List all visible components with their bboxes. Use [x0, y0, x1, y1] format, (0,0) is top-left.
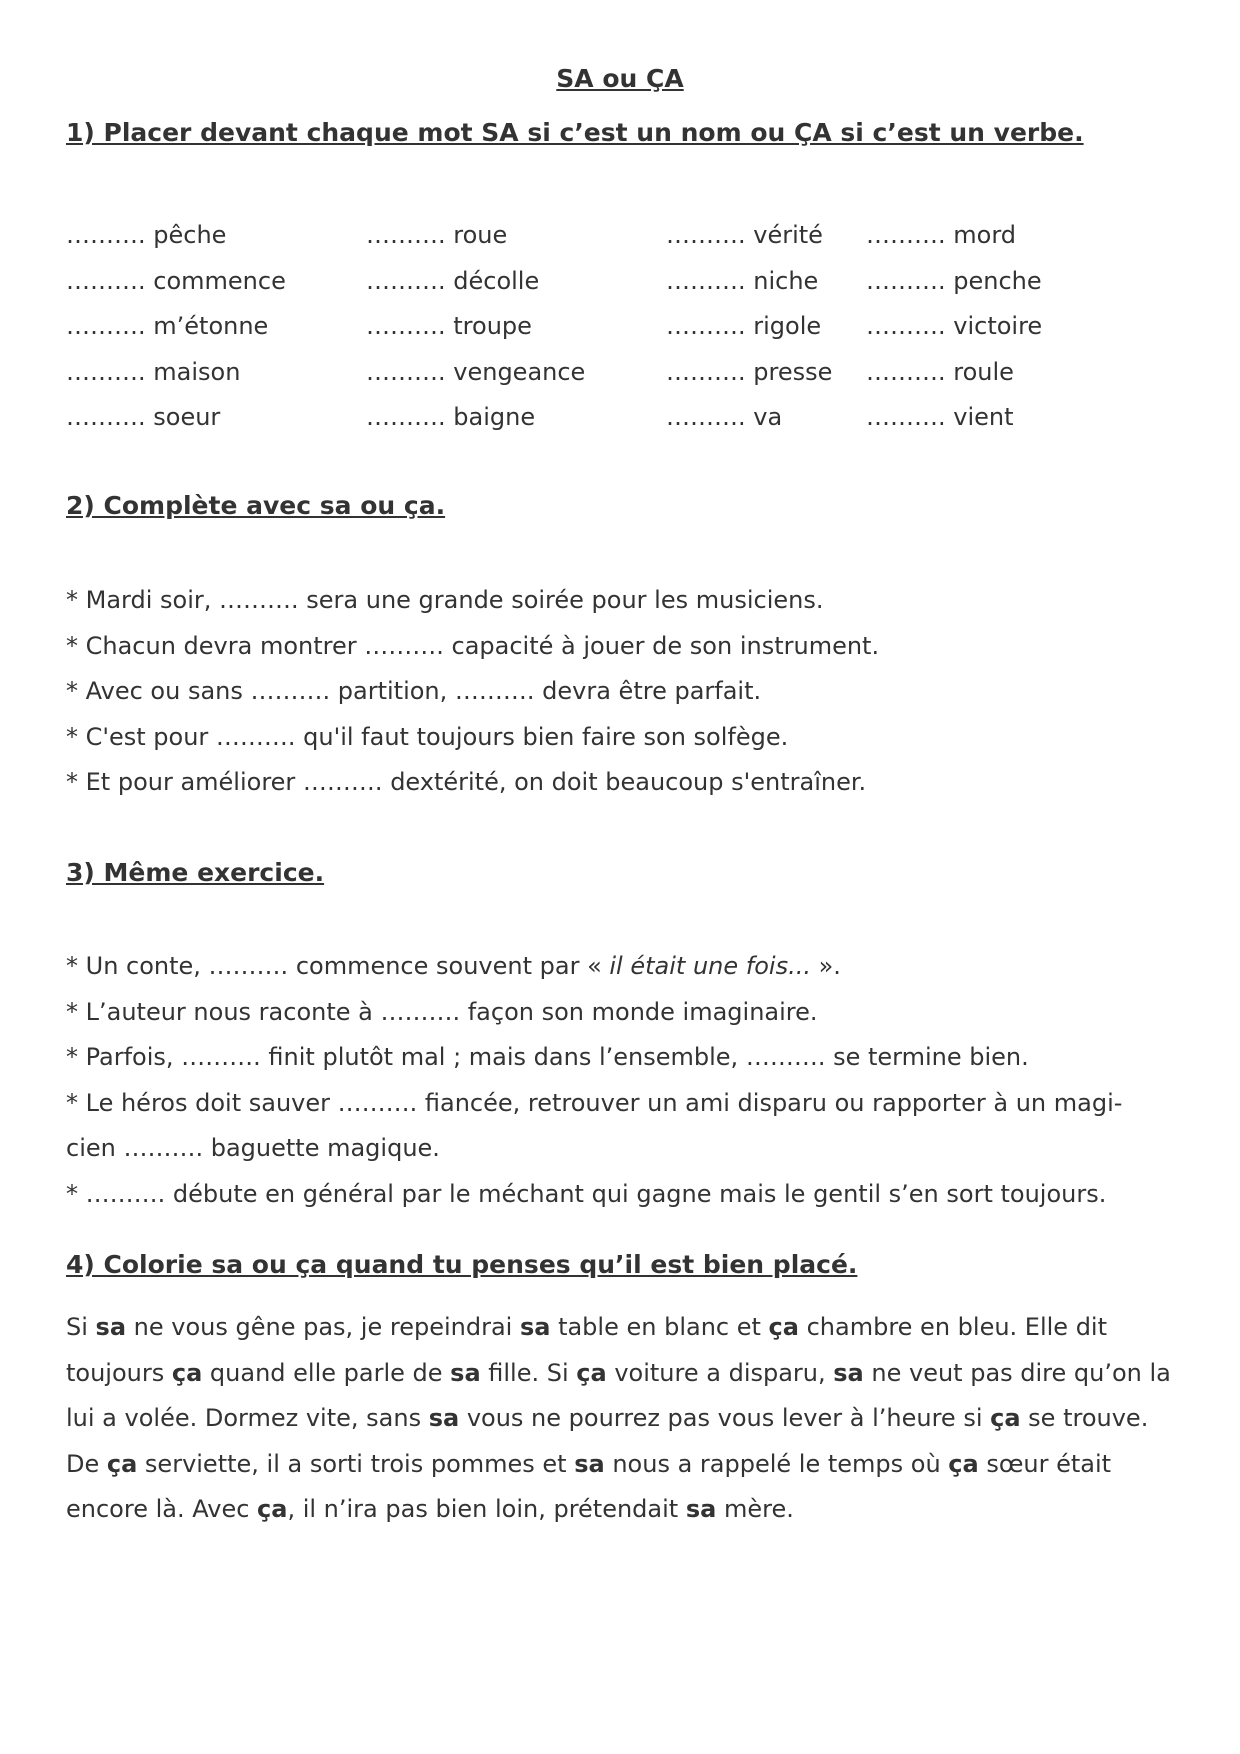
- word-item: ………. victoire: [866, 312, 1043, 340]
- sentence: * C'est pour ………. qu'il faut toujours bien faire son solfège.: [66, 722, 789, 751]
- word-item: ………. rigole: [666, 312, 822, 340]
- word-item: ………. décolle: [366, 266, 540, 295]
- sentence: [66, 944, 1186, 990]
- choice-word[interactable]: ça: [257, 1495, 288, 1523]
- sentence: * Mardi soir, ………. sera une grande soirée pour les musiciens.: [66, 586, 824, 614]
- paragraph-text: Si: [66, 1313, 96, 1341]
- paragraph-text: , il n’ira pas bien loin, prétendait: [287, 1495, 686, 1523]
- choice-word[interactable]: sa: [574, 1449, 605, 1478]
- sentence: cien ………. baguette magique.: [66, 1134, 440, 1163]
- word-column-2: [366, 213, 585, 441]
- sentence: * Le héros doit sauver ………. fiancée, retrouver un ami disparu ou rapporter à un magi-: [66, 1088, 1123, 1117]
- word-item: ………. troupe: [366, 312, 532, 340]
- word-item: ………. commence: [66, 266, 286, 295]
- choice-word[interactable]: sa: [519, 1313, 551, 1341]
- word-item: ………. soeur: [66, 403, 221, 431]
- sentence: * L’auteur nous raconte à ………. façon son monde imaginaire.: [66, 997, 818, 1026]
- paragraph-text: nous a rappelé le temps où: [604, 1449, 949, 1478]
- word-column-4: [866, 213, 1042, 441]
- paragraph-text: ne vous gêne pas, je repeindrai: [126, 1313, 520, 1341]
- word-item: ………. maison: [66, 357, 241, 386]
- choice-word[interactable]: ça: [768, 1313, 799, 1341]
- exercise-3-sentences: [66, 944, 1186, 1218]
- choice-word[interactable]: sa: [95, 1313, 127, 1341]
- word-item: ………. roule: [866, 357, 1014, 386]
- choice-word[interactable]: ça: [171, 1358, 203, 1387]
- paragraph-text: mère.: [716, 1495, 794, 1523]
- word-grid: [66, 213, 1066, 453]
- word-column-3: [666, 213, 832, 441]
- word-item: ………. vient: [866, 403, 1014, 431]
- word-item: ………. penche: [866, 266, 1042, 295]
- word-item: ………. vérité: [666, 221, 823, 249]
- word-item: ………. vengeance: [366, 357, 586, 386]
- exercise-4-paragraph: [66, 1305, 1184, 1533]
- paragraph-text: serviette, il a sorti trois pommes et: [137, 1449, 575, 1478]
- choice-word[interactable]: ça: [576, 1358, 607, 1387]
- word-item: ………. baigne: [366, 403, 536, 431]
- choice-word[interactable]: sa: [428, 1404, 460, 1432]
- sentence: * ………. débute en général par le méchant qui gagne mais le gentil s’en sort toujours.: [66, 1179, 1107, 1208]
- word-item: ………. va: [666, 403, 783, 431]
- paragraph-text: sœur était encore là. Avec: [66, 1449, 1112, 1523]
- sentence: * Et pour améliorer ………. dextérité, on doit beaucoup s'entraîner.: [66, 768, 867, 797]
- exercise-1-heading: 1) Placer devant chaque mot SA si c’est un nom ou ÇA si c’est un verbe.: [66, 118, 1084, 147]
- sentence: * Avec ou sans ………. partition, ………. devra être parfait.: [66, 677, 762, 706]
- paragraph-text: vous ne pourrez pas vous lever à l’heure si: [459, 1404, 991, 1432]
- sentence-part: * Un conte, ………. commence souvent par «: [66, 952, 610, 980]
- word-item: ………. m’étonne: [66, 312, 269, 340]
- sentence-part: ».: [810, 952, 841, 980]
- paragraph-text: quand elle parle de: [202, 1358, 451, 1387]
- word-column-1: [66, 213, 286, 441]
- word-item: ………. niche: [666, 266, 819, 295]
- choice-word[interactable]: sa: [833, 1358, 864, 1387]
- word-item: ………. presse: [666, 357, 833, 386]
- exercise-3-heading: 3) Même exercice.: [66, 858, 325, 887]
- word-item: ………. pêche: [66, 221, 227, 249]
- paragraph-text: table en blanc et: [550, 1313, 769, 1341]
- exercise-2-heading: 2) Complète avec sa ou ça.: [66, 491, 446, 520]
- choice-word[interactable]: sa: [685, 1495, 717, 1523]
- sentence: * Parfois, ………. finit plutôt mal ; mais dans l’ensemble, ………. se termine bien.: [66, 1043, 1029, 1072]
- sentence: * Chacun devra montrer ………. capacité à jouer de son instrument.: [66, 631, 880, 660]
- choice-word[interactable]: ça: [106, 1449, 138, 1478]
- choice-word[interactable]: ça: [990, 1404, 1021, 1432]
- paragraph-text: se trouve. De: [66, 1404, 1149, 1478]
- paragraph-text: fille. Si: [480, 1358, 577, 1387]
- exercise-4-heading: 4) Colorie sa ou ça quand tu penses qu’il est bien placé.: [66, 1250, 858, 1279]
- choice-word[interactable]: ça: [948, 1449, 979, 1478]
- sentence-italic: il était une fois...: [609, 952, 811, 980]
- word-item: ………. roue: [366, 221, 508, 249]
- paragraph-text: voiture a disparu,: [606, 1358, 834, 1387]
- word-item: ………. mord: [866, 221, 1016, 249]
- paragraph-text: ne veut pas dire qu’on la lui a volée. Dormez vite, sans: [66, 1358, 1171, 1432]
- page-title: SA ou ÇA: [556, 64, 684, 93]
- paragraph-text: chambre en bleu. Elle dit toujours: [66, 1313, 1108, 1387]
- exercise-2-sentences: [66, 578, 1186, 806]
- choice-word[interactable]: sa: [450, 1358, 481, 1387]
